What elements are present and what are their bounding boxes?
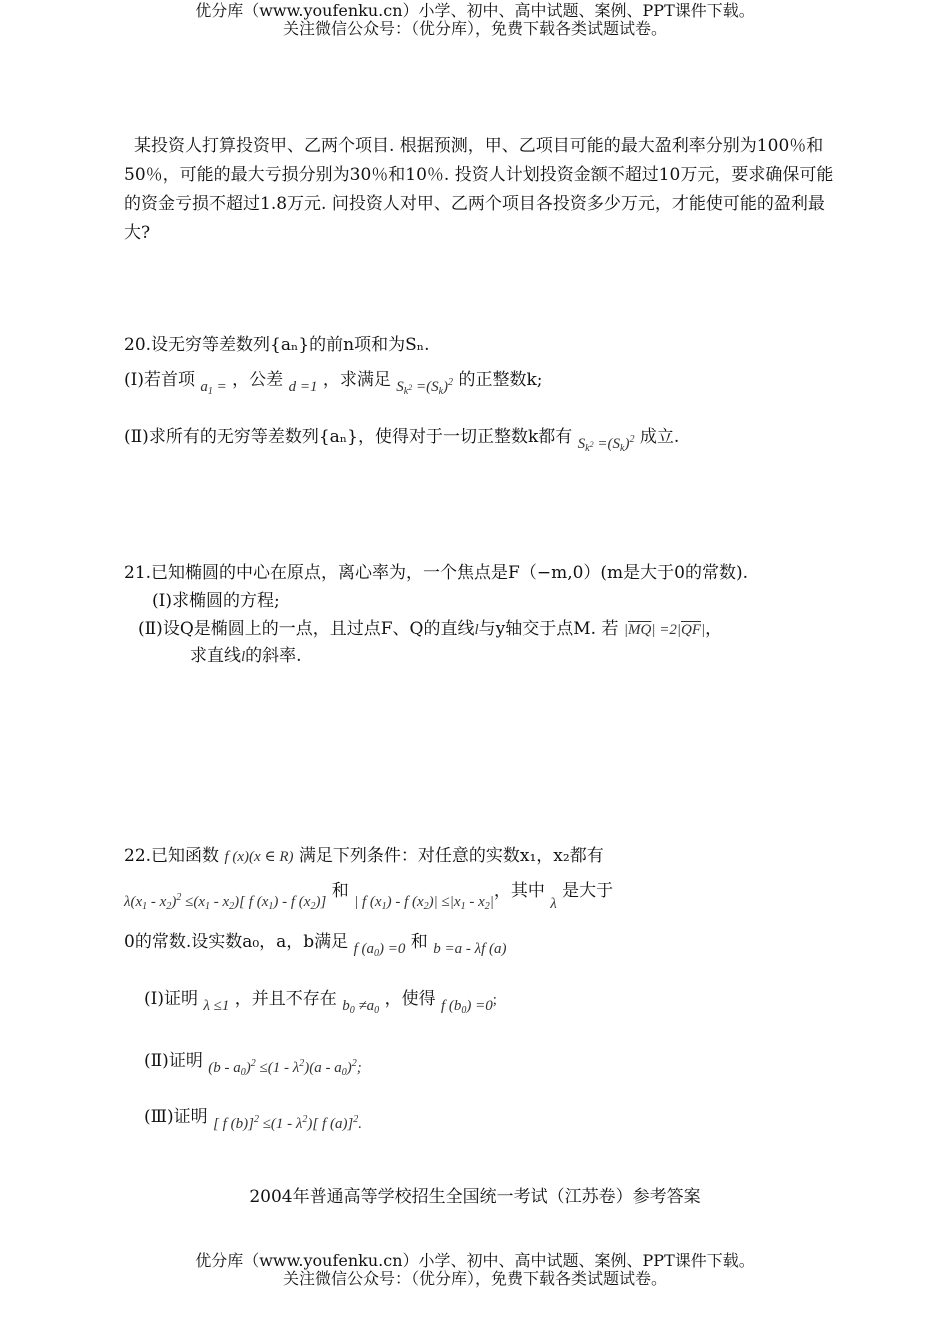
footer-line-2: 关注微信公众号：（优分库），免费下载各类试题试卷。 [282, 1269, 667, 1288]
question-21-part-2: (Ⅱ)设Q是椭圆上的一点，且过点F、Q的直线l与y轴交于点M. 若 $|\overline{MQ}| =2|\overline{QF}|$， [138, 619, 723, 639]
question-22-part-1: (I)证明 λ ≤1 ，并且不存在 $b_0 \ne a_0$ ，使得 f $(b_0) =0$; [144, 989, 497, 1016]
formula-lambda-inequality: $\lambda(x_1 - x_2)^2 \le(x_1 - x_2)$[ f $(x_1)$ - f $(x_2)$] [124, 892, 327, 912]
question-22-part-3: (Ⅲ)证明 [ f $(b)]^2 \le(1 - \lambda^2)$[ f (a)]$^2$. [144, 1107, 363, 1132]
question-22-line-2: $\lambda(x_1 - x_2)^2 \le(x_1 - x_2)$[ f $(x_1)$ - f $(x_2)$] 和 | f $(x_1)$ - f $(x_2)| \le|x_1 - x_2|$，其中 λ 是大于 [124, 881, 614, 912]
formula-sk2-1: $S_{k^2} =(S_k)^2$ [396, 377, 454, 397]
question-19-text: 某投资人打算投资甲、乙两个项目. 根据预测，甲、乙项目可能的最大盈利率分别为100％和50％，可能的最大亏损分别为30％和10％. 投资人计划投资金额不超过10万元，要求确保可能的资金亏损不超过1.8万元. 问投资人对甲、乙两个项目各投资多少万元，才能使可能的盈利最大? [124, 136, 834, 243]
formula-abs-inequality: | f $(x_1)$ - f $(x_2)| \le|x_1 - x_2|$ [354, 894, 494, 912]
header-line-2: 关注微信公众号：（优分库），免费下载各类试题试卷。 [282, 19, 667, 38]
formula-mq-qf: $|\overline{MQ}| =2|\overline{QF}|$ [623, 622, 706, 638]
formula-fx: f (x)(x ∈ R) [224, 849, 294, 865]
question-20-part-1: (I)若首项 $a_1$ = ，公差 d =1 ，求满足 $S_{k^2} =(S_k)^2$ 的正整数k; [124, 370, 543, 397]
formula-a1: $a_1$ = [200, 379, 227, 397]
header-line-1: 优分库（www.youfenku.cn）小学、初中、高中试题、案例、PPT课件下载。 [195, 1, 755, 20]
formula-b: b =a - λf (a) [433, 941, 507, 957]
question-21-stem: 21.已知椭圆的中心在原点，离心率为，一个焦点是F（−m,0）(m是大于0的常数). [124, 563, 749, 583]
question-22-stem: 22.已知函数 f (x)(x ∈ R) 满足下列条件：对任意的实数x₁，x₂都有 [124, 846, 604, 866]
question-20-part-2: (Ⅱ)求所有的无穷等差数列{aₙ}，使得对于一切正整数k都有 $S_{k^2} =(S_k)^2$ 成立. [124, 427, 680, 454]
question-20-stem: 20.设无穷等差数列{aₙ}的前n项和为Sₙ. [124, 335, 430, 355]
formula-d: d =1 [288, 379, 318, 395]
question-22-part-2: (Ⅱ)证明 $(b - a_0)^2 \le(1 - \lambda^2)(a - a_0)^2$; [144, 1051, 362, 1078]
answer-title: 2004年普通高等学校招生全国统一考试（江苏卷）参考答案 [249, 1187, 701, 1207]
question-22-line-3: 0的常数.设实数a₀，a，b满足 f $(a_0) =0$ 和 b =a - λf (a) [124, 932, 507, 959]
formula-sk2-2: $S_{k^2} =(S_k)^2$ [577, 434, 635, 454]
footer-line-1: 优分库（www.youfenku.cn）小学、初中、高中试题、案例、PPT课件下载。 [195, 1251, 755, 1270]
question-21-part-2-cont: 求直线l的斜率. [190, 646, 302, 666]
question-21-part-1: (I)求椭圆的方程; [152, 591, 280, 611]
formula-fa0: f $(a_0) =0$ [353, 941, 406, 959]
